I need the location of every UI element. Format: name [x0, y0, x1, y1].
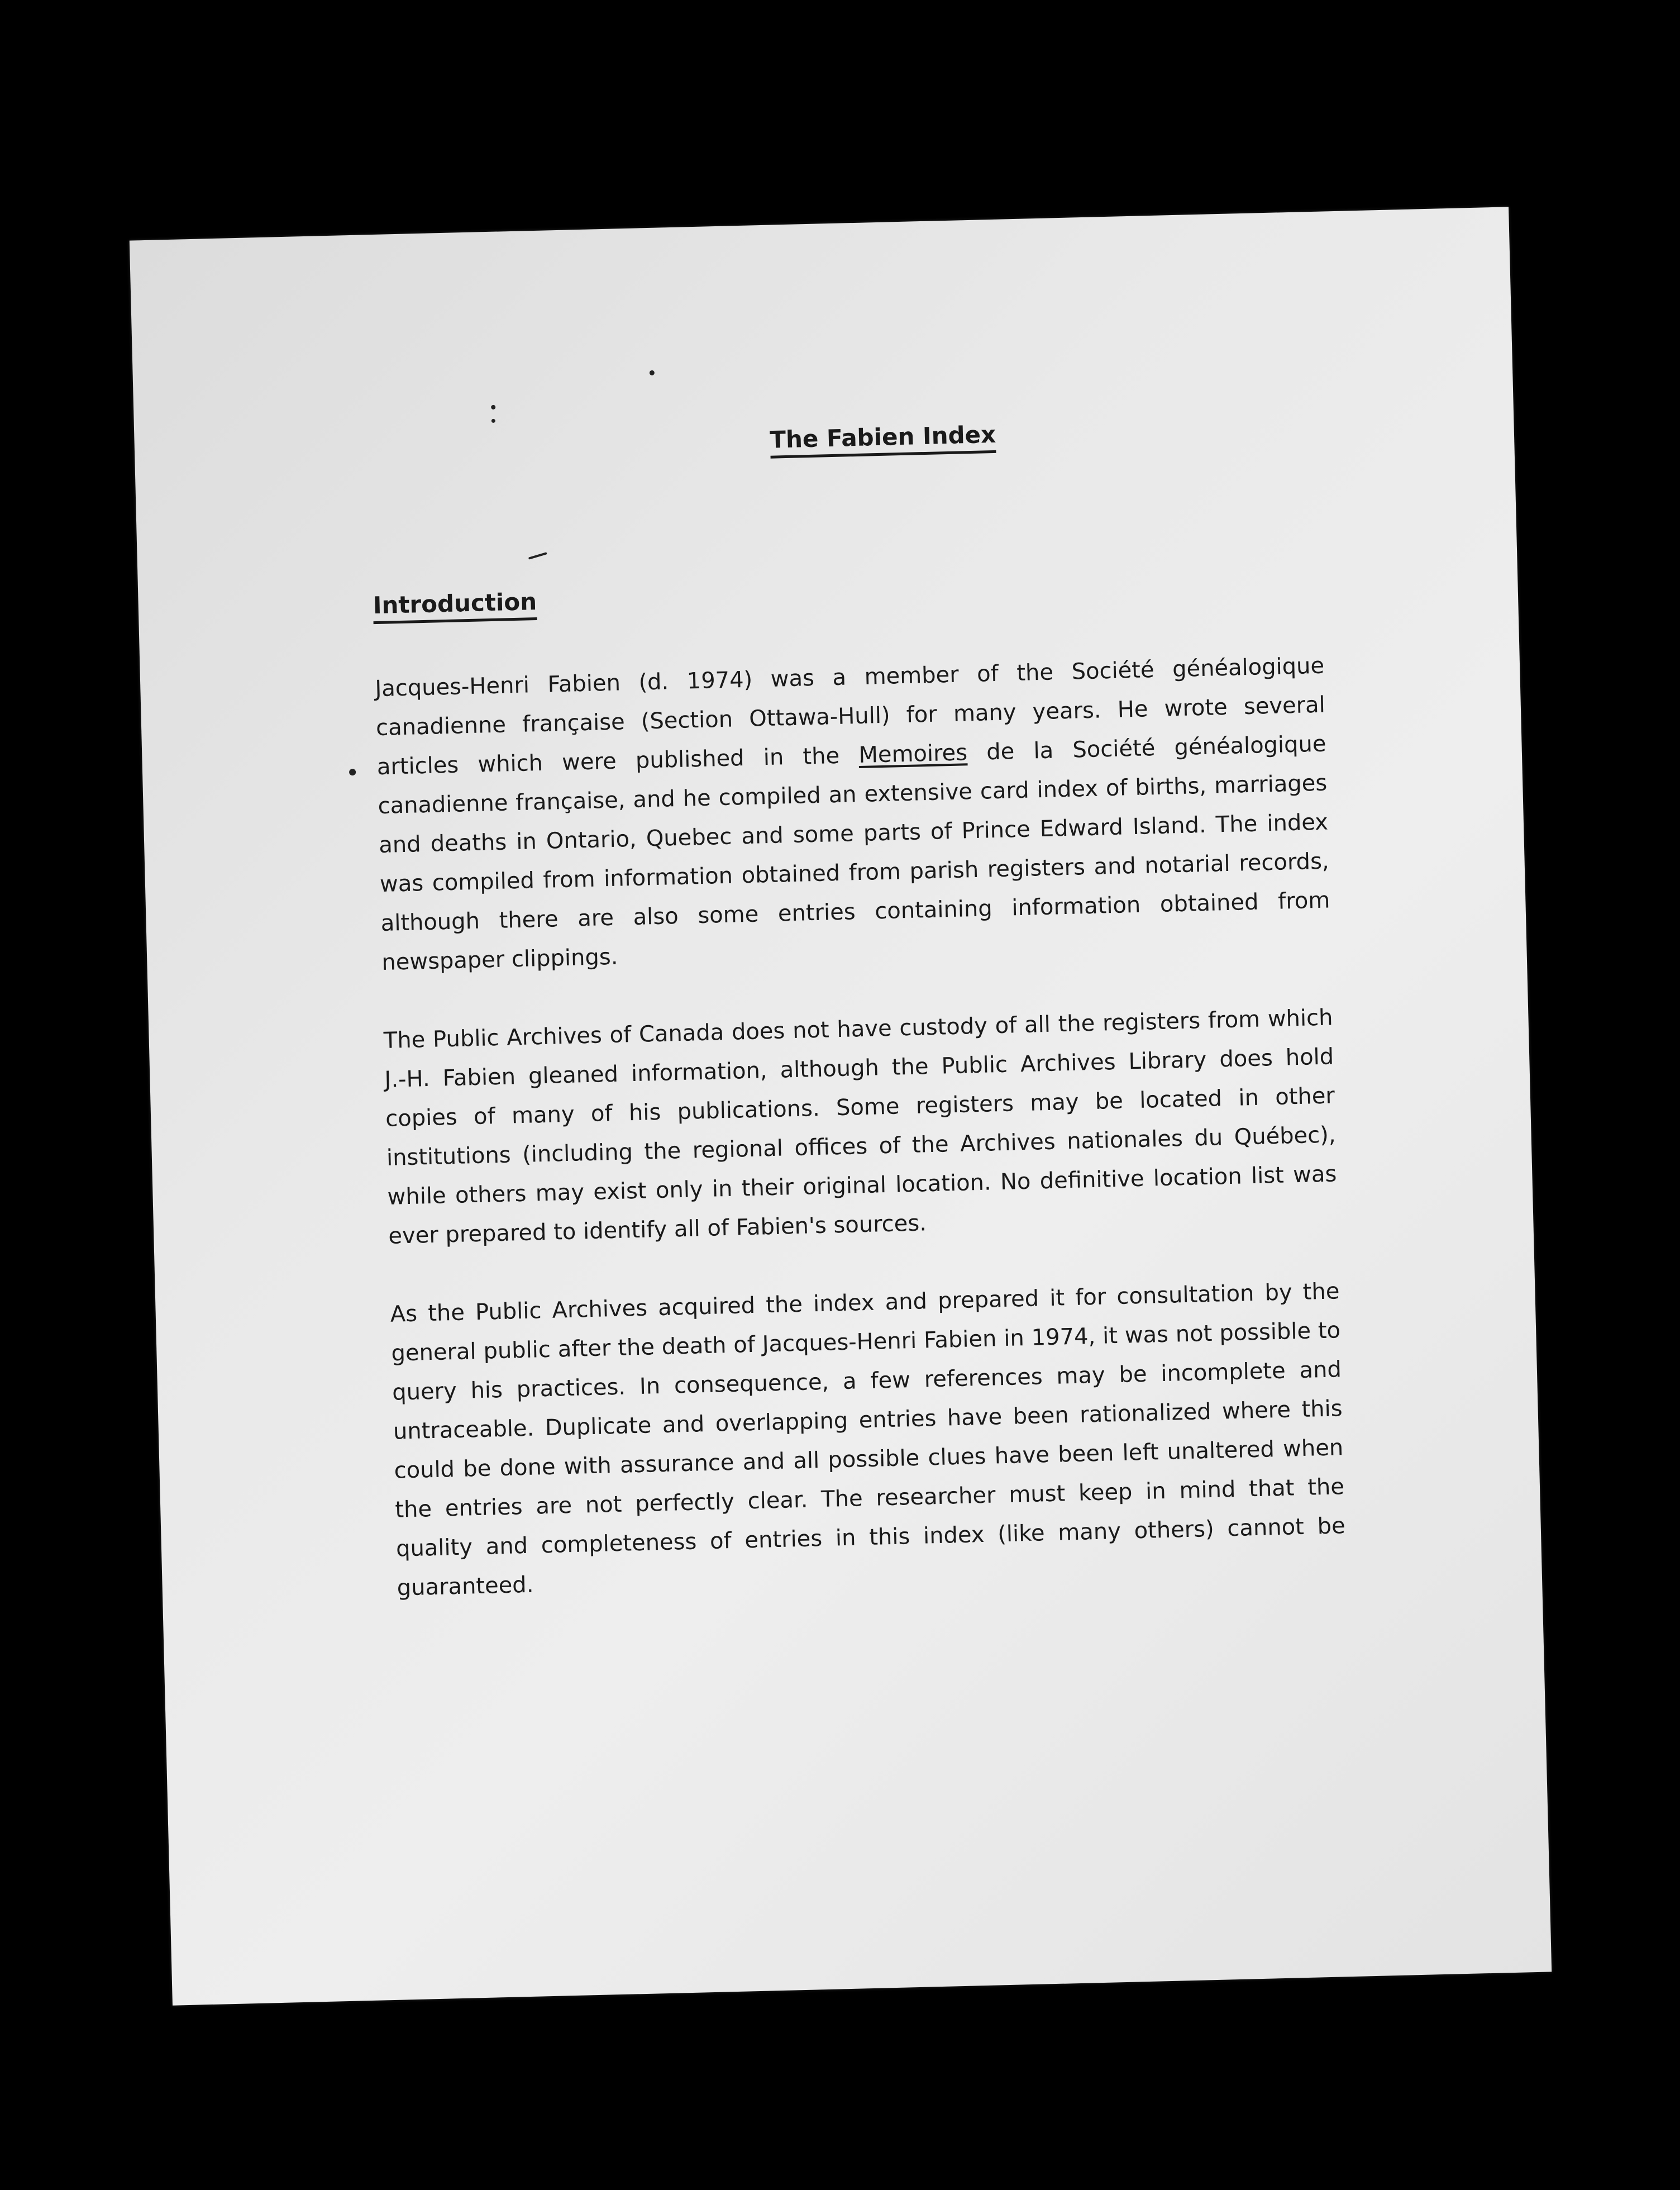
section-heading — [373, 569, 1323, 620]
document-title-text: The Fabien Index — [770, 421, 996, 459]
section-heading-text: Introduction — [373, 588, 537, 624]
paper-sheet — [130, 207, 1552, 2005]
paragraph-1-end: de la Société généalogique canadienne française, and he compiled an extensive card index of births, marriages and deaths in Ontario, Quebec and some parts of Prince Edward Island. The index was compiled from information obtained from parish registers and notarial records, although there are also some entries containing information obtained from newspaper clippings. — [378, 731, 1330, 975]
document-body — [369, 413, 1347, 1608]
paragraph-3: As the Public Archives acquired the index and prepared it for consultation by the general public after the death of Jacques-Henri Fabien in 1974, it was not possible to query his practices. In consequence, a few references may be incomplete and untraceable. Duplicate and overlapping entries have been rationalized where this could be done with assurance and all possible clues have been left unaltered when the entries are not perfectly clear. The researcher must keep in mind that the quality and completeness of entries in this index (like many others) cannot be guaranteed. — [390, 1278, 1346, 1601]
paragraph-2: The Public Archives of Canada does not have custody of all the registers from which J.-H. Fabien gleaned information, although the Public Archives Library does hold copies of many of his publications. Some registers may be located in other institutions (including the regional offices of the Archives nationales du Québec), while others may exist only in their original location. No definitive location list was ever prepared to identify all of Fabien's sources. — [383, 1004, 1337, 1249]
document-title — [369, 413, 1319, 464]
paragraph-1 — [375, 646, 1331, 982]
dust-speck — [491, 419, 495, 423]
paragraph-1-start: Jacques-Henri Fabien (d. 1974) was a member of the Société généalogique canadienne française (Section Ottawa-Hull) for many years. He wrote several articles which were published in the — [374, 653, 1326, 780]
dust-speck — [491, 405, 495, 410]
memoires-underlined: Memoires — [858, 740, 968, 769]
dust-speck — [349, 769, 356, 775]
dust-speck — [650, 370, 655, 375]
